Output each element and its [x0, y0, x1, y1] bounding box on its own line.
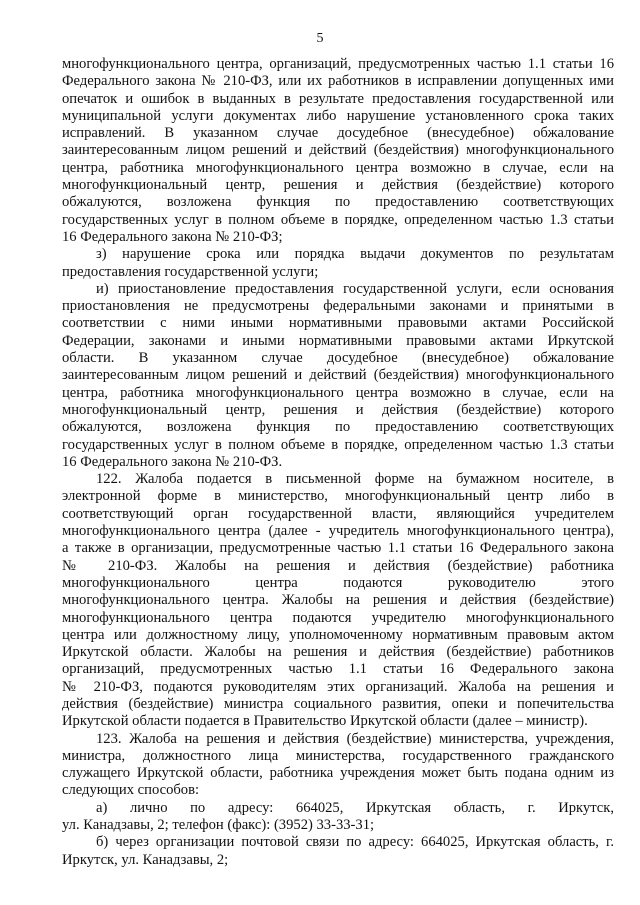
- text-line: центра, работника многофункционального центра возможно в случае, если на: [62, 159, 614, 176]
- paragraph: [62, 471, 614, 730]
- paragraph: [62, 281, 614, 471]
- paragraph: [62, 56, 614, 246]
- text-line: Федерации, законами и иными нормативными правовыми актами Иркутской: [62, 332, 614, 349]
- text-line: организаций, предусмотренных частью 1.1 статьи 16 Федерального закона: [62, 661, 614, 678]
- text-line: многофункционального центра. Жалобы на решения и действия (бездействие): [62, 592, 614, 609]
- text-line: 16 Федерального закона № 210-ФЗ;: [62, 228, 283, 245]
- text-line: государственных услуг в полном объеме в порядке, определенном частью 1.3 статьи: [62, 436, 614, 453]
- text-line: заинтересованным лицом решений и действий (бездействия) многофункционального: [62, 367, 614, 384]
- text-line: обжалуются, возложена функция по предоставлению соответствующих: [62, 194, 614, 211]
- text-line: опечаток и ошибок в выданных в результате предоставления государственной или: [62, 90, 614, 107]
- text-line: обжалуются, возложена функция по предоставлению соответствующих: [62, 419, 614, 436]
- document-body: [62, 56, 614, 869]
- text-line: центра или должностному лицу, уполномоченному нормативным правовым актом: [62, 626, 614, 643]
- text-line: а) лично по адресу: 664025, Иркутская область, г. Иркутск,: [96, 799, 614, 816]
- text-line: 123. Жалоба на решения и действия (бездействие) министерства, учреждения,: [96, 730, 614, 747]
- paragraph: [62, 731, 614, 800]
- text-line: муниципальной услуги документах либо нарушение установленного срока таких: [62, 107, 614, 124]
- text-line: № 210-ФЗ, подаются руководителям этих организаций. Жалоба на решения и: [62, 678, 614, 695]
- text-line: исправлений. В указанном случае досудебное (внесудебное) обжалование: [62, 125, 614, 142]
- text-line: приостановления не предусмотрены федеральными законами и принятыми в: [62, 298, 614, 315]
- text-line: электронной форме в министерство, многофункциональный центр либо в: [62, 488, 614, 505]
- text-line: а также в организации, предусмотренные частью 1.1 статьи 16 Федерального закона: [62, 540, 614, 557]
- text-line: предоставления государственной услуги;: [62, 263, 319, 280]
- text-line: Иркутской области. Жалобы на решения и действия (бездействие) работников: [62, 644, 614, 661]
- text-line: соответствии с ними иными нормативными правовыми актами Российской: [62, 315, 614, 332]
- text-line: 16 Федерального закона № 210-ФЗ.: [62, 453, 283, 470]
- text-line: 122. Жалоба подается в письменной форме на бумажном носителе, в: [96, 471, 614, 488]
- text-line: многофункционального центра подаются учредителю многофункционального: [62, 609, 614, 626]
- text-line: действия (бездействие) министра социального развития, опеки и попечительства: [62, 695, 614, 712]
- text-line: Иркутск, ул. Канадзавы, 2;: [62, 851, 229, 868]
- text-line: Иркутской области подается в Правительство Иркутской области (далее – министр).: [62, 713, 588, 730]
- text-line: многофункциональный центр, решения и действия (бездействие) которого: [62, 177, 614, 194]
- text-line: Федерального закона № 210-ФЗ, или их работников в исправлении допущенных ими: [62, 73, 614, 90]
- text-line: многофункционального центра подаются руководителю этого: [62, 574, 614, 591]
- text-line: и) приостановление предоставления государственной услуги, если основания: [96, 280, 614, 297]
- text-line: многофункциональный центр, решения и действия (бездействие) которого: [62, 401, 614, 418]
- text-line: заинтересованным лицом решений и действий (бездействия) многофункционального: [62, 142, 614, 159]
- text-line: служащего Иркутской области, работника учреждения может быть подана одним из: [62, 765, 614, 782]
- text-line: б) через организации почтовой связи по адресу: 664025, Иркутская область, г.: [96, 834, 614, 851]
- text-line: центра, работника многофункционального центра возможно в случае, если на: [62, 384, 614, 401]
- text-line: з) нарушение срока или порядка выдачи документов по результатам: [96, 246, 614, 263]
- paragraph: [62, 800, 614, 835]
- text-line: следующих способов:: [62, 782, 200, 799]
- text-line: многофункционального центра (далее - учредитель многофункционального центра),: [62, 523, 614, 540]
- text-line: ул. Канадзавы, 2; телефон (факс): (3952) 33-33-31;: [62, 817, 375, 834]
- text-line: министра, должностного лица министерства, государственного гражданского: [62, 747, 614, 764]
- text-line: области. В указанном случае досудебное (внесудебное) обжалование: [62, 350, 614, 367]
- page-number: 5: [316, 31, 324, 46]
- text-line: соответствующий орган государственной власти, являющийся учредителем: [62, 505, 614, 522]
- paragraph: [62, 246, 614, 281]
- text-line: государственных услуг в полном объеме в порядке, определенном частью 1.3 статьи: [62, 211, 614, 228]
- paragraph: [62, 834, 614, 869]
- text-line: № 210-ФЗ. Жалобы на решения и действия (бездействие) работника: [62, 557, 614, 574]
- text-line: многофункционального центра, организаций, предусмотренных частью 1.1 статьи 16: [62, 56, 614, 72]
